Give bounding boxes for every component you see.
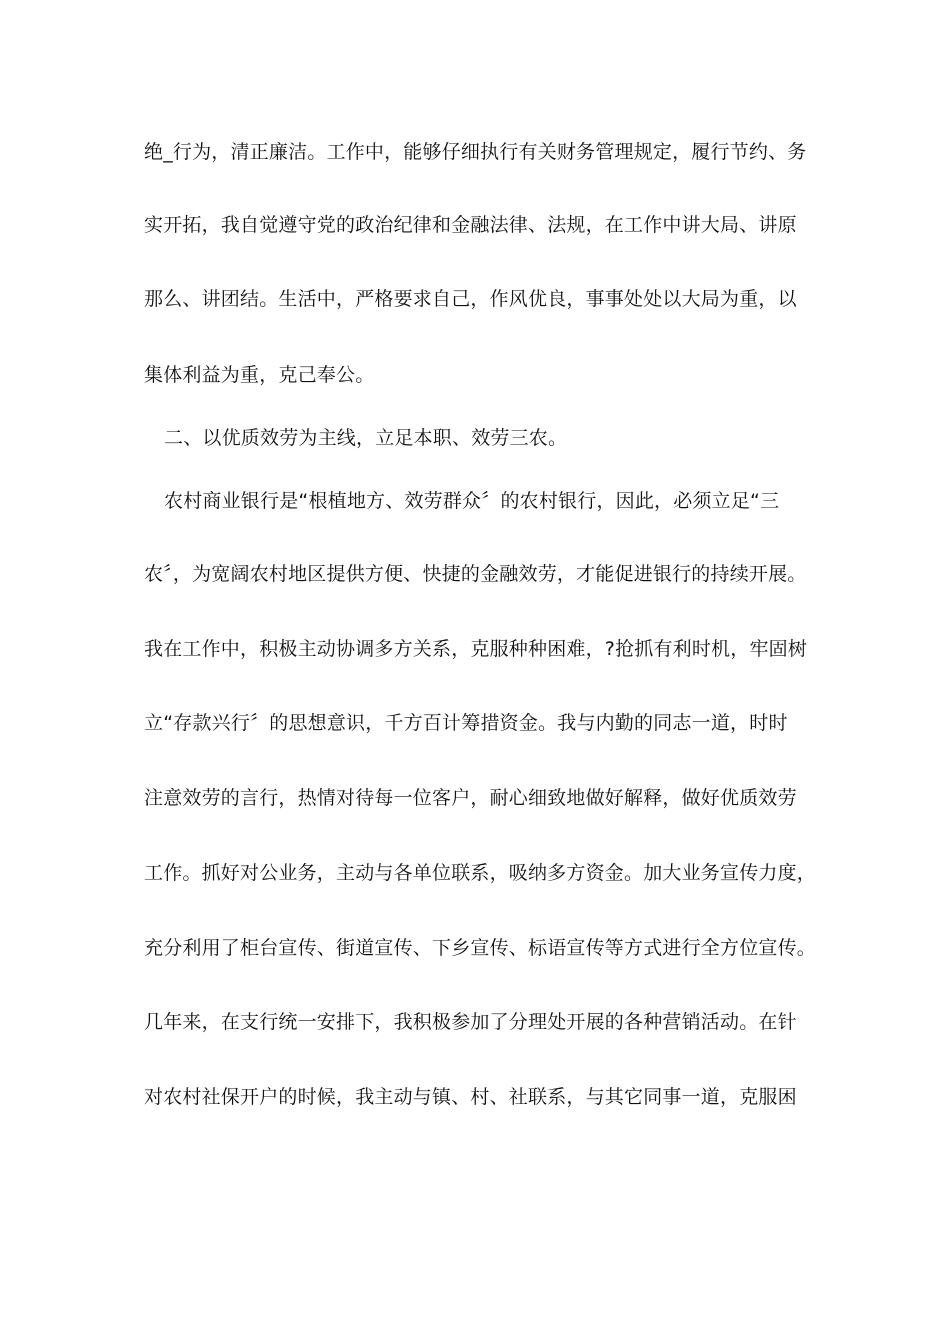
text-line-13: 几年来，在支行统一安排下，我积极参加了分理处开展的各种营销活动。在针 (144, 1011, 797, 1033)
text-line-3: 那么、讲团结。生活中，严格要求自己，作风优良，事事处处以大局为重，以 (144, 288, 797, 310)
text-line-1: 绝_行为，清正廉洁。工作中，能够仔细执行有关财务管理规定，履行节约、务 (144, 141, 807, 163)
text-line-14: 对农村社保开户的时候，我主动与镇、村、社联系，与其它同事一道，克服困 (144, 1086, 797, 1108)
text-line-12: 充分利用了柜台宣传、街道宣传、下乡宣传、标语宣传等方式进行全方位宣传。 (144, 937, 817, 959)
section-heading: 二、以优质效劳为主线，立足本职、效劳三农。 (164, 427, 568, 449)
text-line-9: 立“存款兴行〞的思想意识，千方百计筹措资金。我与内勤的同志一道，时时 (144, 712, 788, 734)
text-line-7: 农〞，为宽阔农村地区提供方便、快捷的金融效劳，才能促进银行的持续开展。 (144, 563, 807, 585)
text-line-11: 工作。抓好对公业务，主动与各单位联系，吸纳多方资金。加大业务宣传力度， (144, 862, 817, 884)
text-line-4: 集体利益为重，克己奉公。 (144, 364, 375, 386)
text-line-10: 注意效劳的言行，热情对待每一位客户，耐心细致地做好解释，做好优质效劳 (144, 787, 797, 809)
text-line-2: 实开拓，我自觉遵守党的政治纪律和金融法律、法规，在工作中讲大局、讲原 (144, 214, 797, 236)
text-line-8: 我在工作中，积极主动协调多方关系，克服种种困难，?抢抓有利时机，牢固树 (144, 638, 808, 660)
text-line-6: 农村商业银行是“根植地方、效劳群众〞的农村银行，因此，必须立足“三 (164, 490, 780, 512)
